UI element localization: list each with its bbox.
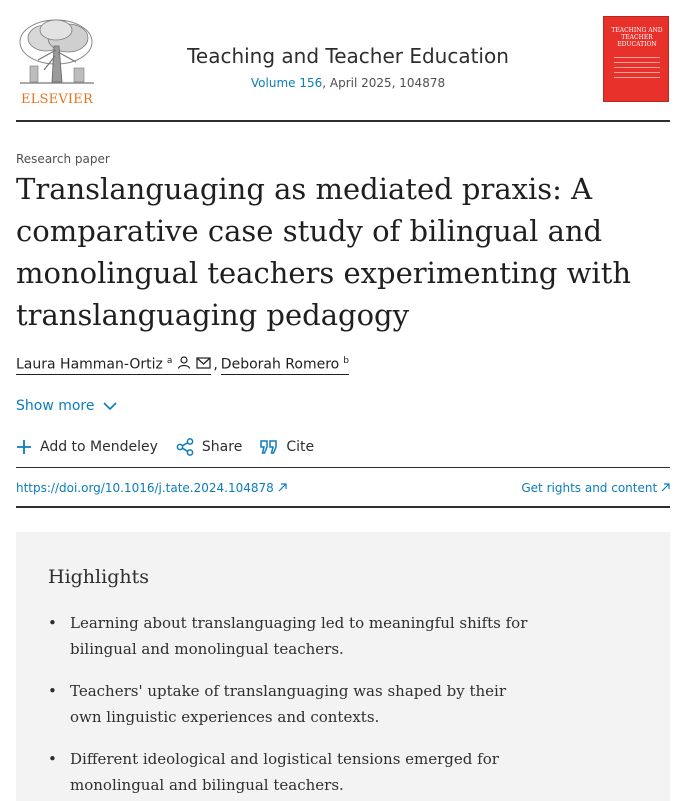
author-list bbox=[16, 356, 349, 375]
cite-label: Cite bbox=[286, 439, 315, 455]
issue-date: , April 2025, 104878 bbox=[322, 76, 446, 90]
elsevier-logo[interactable] bbox=[16, 16, 98, 108]
highlight-item bbox=[48, 610, 528, 662]
doi-link[interactable] bbox=[16, 481, 287, 495]
add-to-mendeley-button[interactable] bbox=[16, 436, 158, 458]
author-link-romero[interactable] bbox=[221, 356, 349, 375]
highlights-section bbox=[16, 532, 670, 801]
bullet: • bbox=[48, 682, 57, 700]
show-more-button[interactable] bbox=[16, 398, 117, 414]
author-affiliation: b bbox=[343, 356, 349, 366]
journal-cover-image[interactable] bbox=[603, 16, 669, 102]
publisher-wordmark: ELSEVIER bbox=[21, 92, 93, 107]
share-icon bbox=[176, 438, 194, 456]
doi-bar bbox=[16, 467, 670, 508]
share-button[interactable] bbox=[176, 436, 242, 458]
article-title: Translanguaging as mediated praxis: A comparative case study of bilingual and monolingual teachers experimenting with translanguaging pedagogy bbox=[16, 172, 632, 332]
author-affiliation: a bbox=[166, 356, 173, 366]
author-name: Laura Hamman-Ortiz bbox=[16, 356, 163, 373]
issue-info bbox=[136, 76, 560, 90]
highlight-item bbox=[48, 746, 528, 798]
rights-and-content-link[interactable] bbox=[521, 481, 670, 495]
highlight-text: Different ideological and logistical tensions emerged for monolingual and bilingual teachers. bbox=[70, 750, 499, 794]
person-icon bbox=[177, 356, 191, 373]
highlight-item bbox=[48, 678, 528, 730]
journal-header bbox=[16, 12, 670, 122]
rights-text: Get rights and content bbox=[521, 481, 658, 495]
cover-decoration bbox=[614, 57, 660, 82]
highlights-title: Highlights bbox=[48, 566, 149, 588]
mendeley-label: Add to Mendeley bbox=[40, 439, 158, 455]
doi-text: https://doi.org/10.1016/j.tate.2024.104878 bbox=[16, 481, 274, 495]
author-link-hamman-ortiz[interactable] bbox=[16, 356, 211, 375]
article-actions bbox=[16, 436, 332, 458]
highlight-text: Learning about translanguaging led to meaningful shifts for bilingual and monolingual teachers. bbox=[70, 614, 528, 658]
external-link-icon bbox=[278, 483, 287, 492]
volume-link[interactable]: Volume 156 bbox=[250, 76, 323, 90]
cover-title: TEACHING AND TEACHER EDUCATION bbox=[611, 27, 663, 48]
bullet: • bbox=[48, 750, 57, 768]
highlight-text: Teachers' uptake of translanguaging was shaped by their own linguistic experiences and contexts. bbox=[70, 682, 506, 726]
share-label: Share bbox=[201, 439, 243, 455]
bullet: • bbox=[48, 614, 57, 632]
plus-icon bbox=[16, 439, 32, 455]
article-type-label: Research paper bbox=[16, 152, 110, 166]
journal-title-link[interactable]: Teaching and Teacher Education bbox=[187, 44, 509, 68]
author-separator: , bbox=[213, 356, 218, 373]
elsevier-tree-icon bbox=[16, 16, 98, 90]
chevron-down-icon bbox=[103, 402, 117, 411]
envelope-icon bbox=[196, 357, 211, 373]
author-name: Deborah Romero bbox=[220, 356, 340, 373]
highlights-list bbox=[48, 610, 528, 801]
cite-button[interactable] bbox=[260, 436, 314, 458]
external-link-icon bbox=[661, 483, 670, 492]
show-more-label: Show more bbox=[16, 398, 95, 414]
quote-icon bbox=[260, 440, 278, 454]
